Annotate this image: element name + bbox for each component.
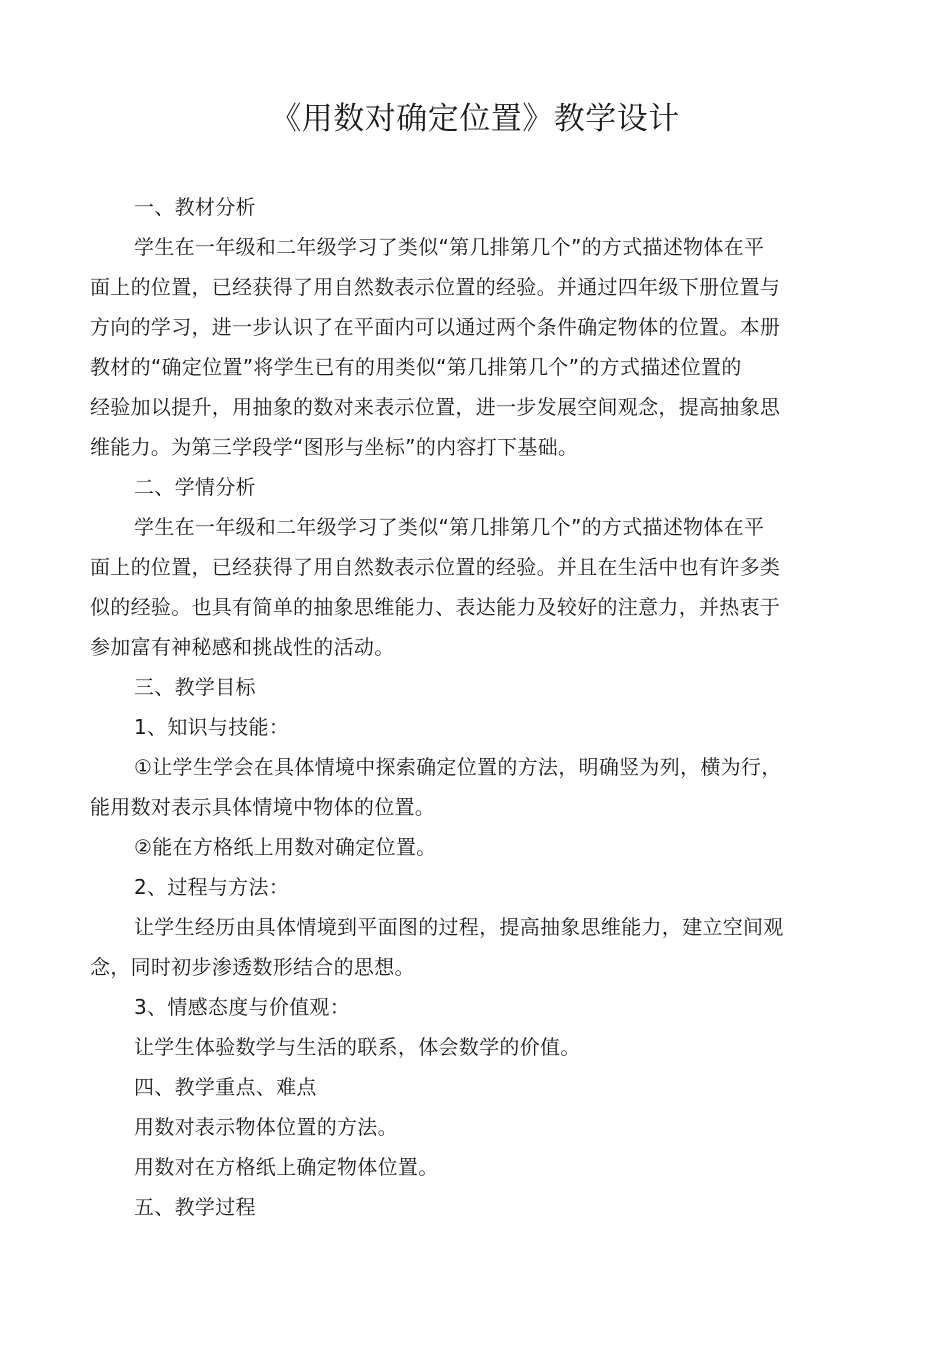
- text-line: 让学生体验数学与生活的联系，体会数学的价值。: [134, 1035, 581, 1059]
- text-line: 经验加以提升，用抽象的数对来表示位置，进一步发展空间观念，提高抽象思: [90, 395, 781, 419]
- text-line: 用数对在方格纸上确定物体位置。: [134, 1155, 439, 1179]
- text-line: 方向的学习，进一步认识了在平面内可以通过两个条件确定物体的位置。本册: [90, 315, 781, 339]
- text-line: 用数对表示物体位置的方法。: [134, 1115, 398, 1139]
- text-line: 面上的位置，已经获得了用自然数表示位置的经验。并且在生活中也有许多类: [90, 555, 781, 579]
- text-line: 参加富有神秘感和挑战性的活动。: [90, 635, 395, 659]
- text-line: 3、情感态度与价值观：: [134, 995, 351, 1019]
- text-line: 二、学情分析: [134, 475, 256, 499]
- document-title: 《用数对确定位置》教学设计: [270, 101, 680, 137]
- text-line: 三、教学目标: [134, 675, 256, 699]
- text-line: 五、教学过程: [134, 1195, 256, 1219]
- text-line: 学生在一年级和二年级学习了类似“第几排第几个”的方式描述物体在平: [134, 235, 765, 259]
- text-line: 让学生经历由具体情境到平面图的过程，提高抽象思维能力，建立空间观: [134, 915, 784, 939]
- text-line: 一、教材分析: [134, 195, 256, 219]
- text-line: ①让学生学会在具体情境中探索确定位置的方法，明确竖为列，横为行，: [134, 755, 782, 779]
- text-line: 念，同时初步渗透数形结合的思想。: [90, 955, 415, 979]
- document-body: [90, 187, 810, 1227]
- text-line: 四、教学重点、难点: [134, 1075, 317, 1099]
- text-line: 似的经验。也具有简单的抽象思维能力、表达能力及较好的注意力，并热衷于: [90, 595, 781, 619]
- text-line: 1、知识与技能：: [134, 715, 290, 739]
- text-line: 学生在一年级和二年级学习了类似“第几排第几个”的方式描述物体在平: [134, 515, 765, 539]
- text-line: 2、过程与方法：: [134, 875, 290, 899]
- text-line: 面上的位置，已经获得了用自然数表示位置的经验。并通过四年级下册位置与: [90, 275, 781, 299]
- text-line: ②能在方格纸上用数对确定位置。: [134, 835, 437, 859]
- text-line: 维能力。为第三学段学“图形与坐标”的内容打下基础。: [90, 435, 579, 459]
- text-line: 能用数对表示具体情境中物体的位置。: [90, 795, 436, 819]
- text-line: 教材的“确定位置”将学生已有的用类似“第几排第几个”的方式描述位置的: [90, 355, 742, 379]
